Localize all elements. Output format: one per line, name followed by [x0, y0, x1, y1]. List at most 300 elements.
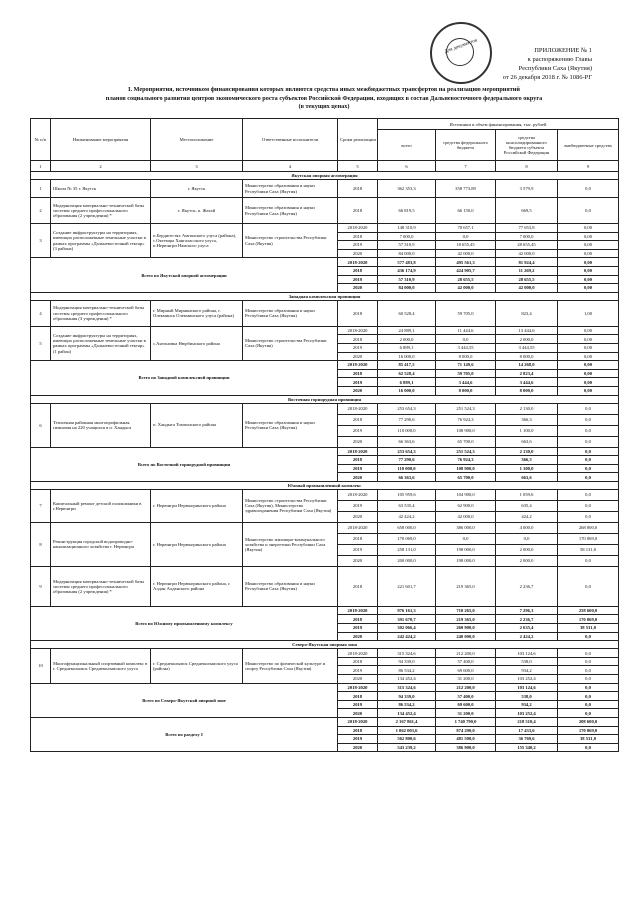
section-row — [31, 292, 619, 300]
row-name: Создание инфраструктуры на территориях, имеющих расположенные земельные участки в рамках программы «Дальневосточный гектар» (1 район) — [51, 326, 151, 360]
row-fed: 386 000,0 — [436, 522, 496, 533]
title-line-3: (в текущих ценах) — [298, 103, 350, 110]
row-fed: 481 500,0 — [436, 735, 496, 744]
row-ext: 0,0 — [558, 180, 619, 198]
total-block — [31, 718, 619, 752]
row-reg: 538,0 — [496, 657, 558, 666]
row-ext: 58 131,0 — [558, 544, 619, 555]
row-reg: 3 579,9 — [496, 180, 558, 198]
total-row — [31, 683, 619, 692]
row-term: 2018-2020 — [338, 683, 378, 692]
section-title: Восточная горнорудная провинция — [31, 395, 619, 403]
row-fed: 108 900,0 — [436, 464, 496, 473]
row-reg: 103 124,6 — [496, 683, 558, 692]
row-fed: 8 000,0 — [436, 386, 496, 395]
row-total: 7 000,0 — [378, 232, 436, 241]
section-title: Западная комплексная провинция — [31, 292, 619, 300]
row-ext: 268 000,0 — [558, 522, 619, 533]
row-total: 42 424,2 — [378, 511, 436, 522]
row-reg: 2 823,4 — [496, 369, 558, 378]
row-ext: 0,0 — [558, 489, 619, 500]
row-name: Школа № 35 г. Якутск — [51, 180, 151, 198]
row-num: 4 — [31, 300, 51, 326]
row-exec: Министерство образования и науки Республики Саха (Якутия) — [243, 198, 338, 224]
appendix-line-1: ПРИЛОЖЕНИЕ № 1 — [534, 47, 592, 54]
row-fed: 198 000,0 — [436, 544, 496, 555]
row-fed: 386 900,0 — [436, 743, 496, 752]
row-fed: 57 400,0 — [436, 692, 496, 701]
row-term: 2020 — [338, 709, 378, 718]
row-fed: 260 900,0 — [436, 624, 496, 633]
row-total: 6 889,1 — [378, 378, 436, 387]
row-ext: 0,00 — [558, 378, 619, 387]
row-reg: 538,0 — [496, 692, 558, 701]
col-number: 6 — [378, 161, 436, 172]
row-fed: 69 600,0 — [436, 666, 496, 675]
row-total: 658 000,0 — [378, 522, 436, 533]
row-name: Модернизация материально-технической базы системы среднего профессионального образования (2 учреждения) * — [51, 198, 151, 224]
row-name: Создание инфраструктуры на территориях, имеющих расположенные земельные участки в рамках программы «Дальневосточный гектар» (3 района) — [51, 224, 151, 258]
multi-year-row — [31, 489, 619, 522]
appendix-line-2: к распоряжению Главы — [527, 56, 592, 63]
row-fed: 219 365,0 — [436, 615, 496, 624]
table-row — [31, 300, 619, 326]
row-fed: 710 265,0 — [436, 606, 496, 615]
row-term: 2019 — [338, 241, 378, 250]
row-exec: Министерство по физической культуре и спорту Республики Саха (Якутия) — [243, 649, 338, 683]
row-place: п. Хандыга Томпонского района — [151, 403, 243, 447]
total-block — [31, 683, 619, 717]
year-row — [31, 489, 619, 500]
row-reg: 663,6 — [496, 473, 558, 482]
total-block — [31, 447, 619, 481]
row-term: 2018 — [338, 533, 378, 544]
row-total: 258 131,0 — [378, 544, 436, 555]
multi-year-row — [31, 326, 619, 360]
row-total: 242 424,2 — [378, 632, 436, 641]
row-ext: 0,0 — [558, 743, 619, 752]
year-row — [31, 326, 619, 335]
row-term: 2018 — [338, 456, 378, 465]
row-reg: 2 000,0 — [496, 544, 558, 555]
row-term: 2019 — [338, 378, 378, 387]
row-term: 2018-2020 — [338, 258, 378, 267]
total-label: Всего по Южному промышленному комплексу — [31, 606, 338, 640]
row-total: 221 601,7 — [378, 566, 436, 606]
row-term: 2018-2020 — [338, 447, 378, 456]
row-fed: 11 444,6 — [436, 326, 496, 335]
official-seal — [430, 22, 492, 84]
row-reg: 77 653,8 — [496, 224, 558, 233]
row-reg: 42 000,0 — [496, 249, 558, 258]
row-fed: 76 924,3 — [436, 456, 496, 465]
row-term: 2020 — [338, 675, 378, 684]
row-reg: 1 059,6 — [496, 489, 558, 500]
row-ext: 0,00 — [558, 361, 619, 370]
row-total: 24 889,1 — [378, 326, 436, 335]
row-reg: 2 236,7 — [496, 566, 558, 606]
row-term: 2020 — [338, 284, 378, 293]
row-fed: 42 000,0 — [436, 249, 496, 258]
total-label: Всего по Восточной горнорудной провинции — [31, 447, 338, 481]
row-ext: 0,0 — [558, 414, 619, 425]
row-ext: 0,00 — [558, 352, 619, 361]
col-number: 1 — [31, 161, 51, 172]
row-ext: 0,0 — [558, 456, 619, 465]
row-term: 2018 — [338, 335, 378, 344]
row-fed: 874 290,0 — [436, 726, 496, 735]
appendix-line-3: Республики Саха (Якутия) — [518, 65, 592, 72]
row-ext: 0,00 — [558, 335, 619, 344]
row-ext: 0,00 — [558, 232, 619, 241]
col-reg-header: средства консолидированного бюджета субъекта Российской Федерации — [496, 130, 558, 161]
row-total: 2 167 861,4 — [378, 718, 436, 727]
row-reg: 13 444,6 — [496, 326, 558, 335]
row-ext: 0,0 — [558, 675, 619, 684]
row-fed: 71 149,6 — [436, 361, 496, 370]
row-place: с.Антоновка Нюрбинского района — [151, 326, 243, 360]
row-num: 2 — [31, 198, 51, 224]
row-term: 2019 — [338, 343, 378, 352]
row-ext: 170 069,0 — [558, 615, 619, 624]
row-ext: 0,0 — [558, 447, 619, 456]
row-exec: Министерство образования и науки Республики Саха (Якутия) — [243, 403, 338, 447]
row-total: 77 290,6 — [378, 456, 436, 465]
row-exec: Министерство строительства Республики Саха (Якутия) — [243, 224, 338, 258]
row-term: 2019 — [338, 425, 378, 436]
row-fed: 0,0 — [436, 533, 496, 544]
row-ext: 0,00 — [558, 224, 619, 233]
row-name: Многофункциональный спортивный комплекс в г. Среднеколымск Среднеколымского улуса — [51, 649, 151, 683]
document-title — [30, 86, 618, 112]
row-reg: 155 340,2 — [496, 743, 558, 752]
row-total: 2 000,0 — [378, 335, 436, 344]
row-exec: Министерство строительства Республики Саха (Якутия) — [243, 326, 338, 360]
multi-year-row — [31, 403, 619, 447]
row-ext: 0,0 — [558, 700, 619, 709]
row-place: г. Нерюнгри Нерюнгринского района — [151, 489, 243, 522]
row-fed: 42 000,0 — [436, 511, 496, 522]
row-term: 2018 — [338, 414, 378, 425]
section-title: Якутская опорная агломерация — [31, 172, 619, 180]
row-total: 57 310,9 — [378, 275, 436, 284]
row-total: 170 069,0 — [378, 533, 436, 544]
row-place: г. Якутск — [151, 180, 243, 198]
row-place: п.Бердигестях Амгинского улуса (района), с.Октемцы Хангаласского улуса, п.Нерюнгри Намского улуса — [151, 224, 243, 258]
row-ext: 0,0 — [558, 632, 619, 641]
row-ext: 0,00 — [558, 249, 619, 258]
total-label: Всего по Северо-Якутской опорной зоне — [31, 683, 338, 717]
row-ext: 0,00 — [558, 369, 619, 378]
row-reg: 17 433,6 — [496, 726, 558, 735]
total-block — [31, 258, 619, 292]
row-total: 134 452,4 — [378, 675, 436, 684]
row-total: 105 959,6 — [378, 489, 436, 500]
col-exec-header: Ответственные исполнители — [243, 119, 338, 161]
row-ext: 38 531,0 — [558, 624, 619, 633]
row-ext: 0,0 — [558, 464, 619, 473]
row-fed: 57 400,0 — [436, 657, 496, 666]
row-ext: 258 600,0 — [558, 606, 619, 615]
row-total: 253 654,3 — [378, 447, 436, 456]
row-reg: 366,3 — [496, 414, 558, 425]
row-place: г. Мирный Мирнинского района, г. Олекминск Олекминского улуса (района) — [151, 300, 243, 326]
row-fed: 65 700,0 — [436, 436, 496, 447]
row-fed: 31 200,0 — [436, 675, 496, 684]
row-fed: 212 200,0 — [436, 649, 496, 658]
row-place: г. Нерюнгри Нерюнгринского района — [151, 522, 243, 566]
row-ext: 0,0 — [558, 473, 619, 482]
row-ext: 170 069,0 — [558, 533, 619, 544]
section-row — [31, 395, 619, 403]
row-reg: 2 424,2 — [496, 632, 558, 641]
row-fed: 3 444,6 — [436, 378, 496, 387]
row-fed: 198 000,0 — [436, 555, 496, 566]
row-total: 315 324,6 — [378, 683, 436, 692]
row-total: 1 062 003,6 — [378, 726, 436, 735]
row-num: 6 — [31, 403, 51, 447]
col-group-header: Источники и объем финансирования, тыс. рублей — [378, 119, 619, 130]
row-fed: 69 600,0 — [436, 700, 496, 709]
row-ext: 0,0 — [558, 657, 619, 666]
row-term: 2018 — [338, 369, 378, 378]
row-reg: 2 000,0 — [496, 555, 558, 566]
row-total: 577 483,8 — [378, 258, 436, 267]
row-fed: 31 200,0 — [436, 709, 496, 718]
row-ext: 0,00 — [558, 326, 619, 335]
total-block — [31, 361, 619, 395]
row-term: 2020 — [338, 632, 378, 641]
row-term: 2020 — [338, 511, 378, 522]
col-number: 2 — [51, 161, 151, 172]
total-label: Всего по Западной комплексной провинции — [31, 361, 338, 395]
section-title: Южный промышленный комплекс — [31, 481, 619, 489]
row-num: 3 — [31, 224, 51, 258]
col-term-header: Сроки реализации — [338, 119, 378, 161]
row-total: 253 654,3 — [378, 403, 436, 414]
row-fed: 251 524,3 — [436, 403, 496, 414]
row-num: 10 — [31, 649, 51, 683]
financing-table — [30, 118, 619, 752]
row-term: 2018-2020 — [338, 326, 378, 335]
row-reg: 366,3 — [496, 456, 558, 465]
row-reg: 8 000,0 — [496, 386, 558, 395]
row-reg: 424,2 — [496, 511, 558, 522]
row-total: 86 534,2 — [378, 666, 436, 675]
row-term: 2019 — [338, 735, 378, 744]
row-ext: 208 600,0 — [558, 718, 619, 727]
row-term: 2018 — [338, 726, 378, 735]
total-row — [31, 606, 619, 615]
row-total: 66 363,6 — [378, 473, 436, 482]
appendix-block — [503, 46, 592, 82]
row-total: 57 310,9 — [378, 241, 436, 250]
multi-year-row — [31, 224, 619, 258]
row-place: г. Нерюнгри Нерюнгринского района, г. Алдан Алданского района — [151, 566, 243, 606]
row-total: 148 310,9 — [378, 224, 436, 233]
multi-year-row — [31, 649, 619, 683]
row-term: 2018 — [338, 566, 378, 606]
row-fed: 240 000,0 — [436, 632, 496, 641]
row-ext: 0,00 — [558, 386, 619, 395]
row-reg: 218 510,4 — [496, 718, 558, 727]
row-total: 110 000,0 — [378, 464, 436, 473]
row-fed: 358 773,89 — [436, 180, 496, 198]
total-row — [31, 447, 619, 456]
row-ext: 0,0 — [558, 198, 619, 224]
row-ext: 0,0 — [558, 555, 619, 566]
row-reg: 823,4 — [496, 300, 558, 326]
row-reg: 669,5 — [496, 198, 558, 224]
row-ext: 0,0 — [558, 403, 619, 414]
row-term: 2018-2020 — [338, 224, 378, 233]
title-line-1: I. Мероприятия, источником финансирования которых являются средства иных межбюджетных трансфертов на реализацию мероприятий — [128, 86, 520, 93]
row-num: 9 — [31, 566, 51, 606]
row-term: 2019 — [338, 500, 378, 511]
row-reg: 28 655,45 — [496, 241, 558, 250]
row-reg: 8 000,0 — [496, 352, 558, 361]
row-term: 2020 — [338, 436, 378, 447]
row-num: 8 — [31, 522, 51, 566]
total-row — [31, 718, 619, 727]
row-name: Реконструкция городской водопроводно-канализационного хозяйства г. Нерюнгри — [51, 522, 151, 566]
row-name: Капитальный ремонт детской поликлиники в г.Нерюнгри — [51, 489, 151, 522]
col-number: 7 — [436, 161, 496, 172]
row-reg: 11 269,2 — [496, 266, 558, 275]
col-ext-header: внебюджетные средства — [558, 130, 619, 161]
row-ext: 0,0 — [558, 511, 619, 522]
row-name: Тепличная районная многопрофильная гимназия на 220 учащихся в п. Хандыга — [51, 403, 151, 447]
row-term: 2018-2020 — [338, 403, 378, 414]
row-num: 1 — [31, 180, 51, 198]
row-fed: 251 524,3 — [436, 447, 496, 456]
year-row — [31, 649, 619, 658]
row-reg: 4 000,0 — [496, 522, 558, 533]
row-term: 2020 — [338, 555, 378, 566]
row-term: 2018 — [338, 198, 378, 224]
row-ext: 0,0 — [558, 683, 619, 692]
row-reg: 3 444,55 — [496, 343, 558, 352]
col-number: 5 — [338, 161, 378, 172]
row-exec: Министерство строительства Республики Саха (Якутия), Министерство здравоохранения Республики Саха (Якутия) — [243, 489, 338, 522]
row-term: 2020 — [338, 386, 378, 395]
row-place: г. Якутск, п. Жатай — [151, 198, 243, 224]
row-total: 62 528,4 — [378, 369, 436, 378]
row-ext: 0,0 — [558, 666, 619, 675]
row-term: 2018-2020 — [338, 522, 378, 533]
row-term: 2019 — [338, 700, 378, 709]
row-reg: 635,4 — [496, 500, 558, 511]
row-fed: 108 900,0 — [436, 425, 496, 436]
total-label: Всего по разделу I — [31, 718, 338, 752]
row-total: 200 000,0 — [378, 555, 436, 566]
row-total: 110 000,0 — [378, 425, 436, 436]
total-row — [31, 361, 619, 370]
row-term: 2020 — [338, 249, 378, 258]
row-term: 2018-2020 — [338, 489, 378, 500]
row-reg: 2 130,0 — [496, 403, 558, 414]
col-number: 4 — [243, 161, 338, 172]
row-ext: 38 531,0 — [558, 735, 619, 744]
col-number: 9 — [558, 161, 619, 172]
row-ext: 0,0 — [558, 436, 619, 447]
row-total: 315 324,6 — [378, 649, 436, 658]
row-term: 2020 — [338, 743, 378, 752]
row-reg: 2 130,0 — [496, 447, 558, 456]
row-fed: 42 000,0 — [436, 284, 496, 293]
row-fed: 0,0 — [436, 335, 496, 344]
row-place: г. Среднеколымск Среднеколымского улуса (района) — [151, 649, 243, 683]
row-ext: 0,00 — [558, 266, 619, 275]
row-term: 2019 — [338, 624, 378, 633]
row-fed: 65 700,0 — [436, 473, 496, 482]
row-reg: 934,2 — [496, 666, 558, 675]
col-number: 3 — [151, 161, 243, 172]
row-term: 2018 — [338, 266, 378, 275]
row-reg: 1 100,0 — [496, 464, 558, 473]
row-reg: 14 268,0 — [496, 361, 558, 370]
row-fed: 62 900,0 — [436, 500, 496, 511]
row-fed: 104 900,0 — [436, 489, 496, 500]
row-exec: Министерство образования и науки Республики Саха (Якутия) — [243, 566, 338, 606]
row-reg: 103 252,4 — [496, 709, 558, 718]
row-name: Модернизация материально-технической базы системы среднего профессионального образования (3 учреждения) * — [51, 300, 151, 326]
row-total: 77 290,6 — [378, 414, 436, 425]
row-exec: Министерство образования и науки Республики Саха (Якутия) — [243, 180, 338, 198]
row-ext: 0,0 — [558, 500, 619, 511]
row-reg: 103 124,6 — [496, 649, 558, 658]
row-reg: 3 444,6 — [496, 378, 558, 387]
header-row-1 — [31, 119, 619, 130]
row-total: 60 528,4 — [378, 300, 436, 326]
row-total: 16 000,0 — [378, 352, 436, 361]
row-term: 2018-2020 — [338, 649, 378, 658]
row-total: 562 800,6 — [378, 735, 436, 744]
row-total: 976 161,3 — [378, 606, 436, 615]
row-reg: 2 000,0 — [496, 335, 558, 344]
title-line-2: планов социального развития центров экономического роста субъектов Российской Федерации, входящих в состав Дальневосточного федерального округа — [105, 94, 543, 102]
row-reg: 2 236,7 — [496, 615, 558, 624]
row-total: 63 535,4 — [378, 500, 436, 511]
row-ext: 0,0 — [558, 649, 619, 658]
row-ext: 0,0 — [558, 692, 619, 701]
row-fed: 59 705,0 — [436, 369, 496, 378]
row-num: 5 — [31, 326, 51, 360]
column-numbers-row — [31, 161, 619, 172]
row-term: 2018 — [338, 615, 378, 624]
row-reg: 81 924,4 — [496, 258, 558, 267]
row-exec: Министерство образования и науки Республики Саха (Якутия) — [243, 300, 338, 326]
row-reg: 7 296,3 — [496, 606, 558, 615]
row-term: 2018-2020 — [338, 718, 378, 727]
row-ext: 0,00 — [558, 343, 619, 352]
row-term: 2019 — [338, 544, 378, 555]
row-fed: 219 365,0 — [436, 566, 496, 606]
seal-text: Для документов — [444, 38, 478, 55]
row-ext: 1,00 — [558, 300, 619, 326]
row-reg: 36 769,6 — [496, 735, 558, 744]
row-total: 362 353,3 — [378, 180, 436, 198]
row-total: 16 000,0 — [378, 386, 436, 395]
table-row — [31, 198, 619, 224]
row-total: 543 239,2 — [378, 743, 436, 752]
row-reg: 0,0 — [496, 533, 558, 544]
row-ext: 0,00 — [558, 241, 619, 250]
multi-year-row — [31, 522, 619, 566]
row-fed: 66 150,0 — [436, 198, 496, 224]
row-total: 134 452,4 — [378, 709, 436, 718]
total-row — [31, 258, 619, 267]
